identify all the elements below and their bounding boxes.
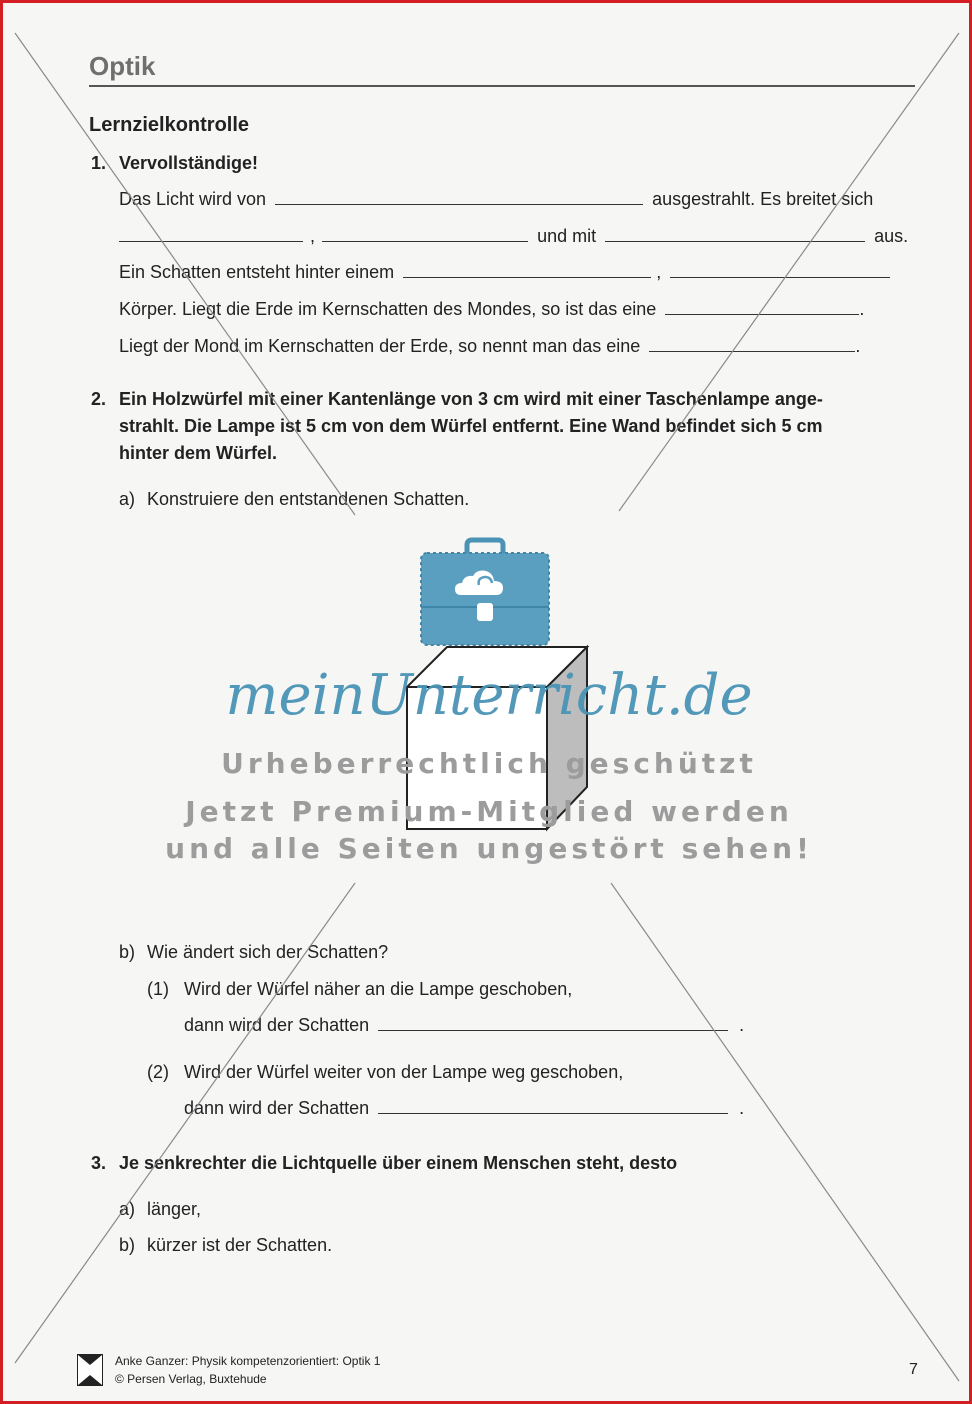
- blank-field[interactable]: [670, 262, 890, 278]
- task1-line1-end: ausgestrahlt. Es breitet sich: [652, 189, 874, 209]
- task1-line5: [119, 336, 860, 357]
- task2b2-cont: dann wird der Schatten: [184, 1098, 370, 1118]
- task1-line4-text: Körper. Liegt die Erde im Kernschatten des Mondes, so ist das eine: [119, 299, 657, 319]
- task1-line1: [119, 189, 873, 210]
- task3-title: Je senkrechter die Lichtquelle über einem Menschen steht, desto: [119, 1153, 678, 1173]
- task2b1-label: (1): [147, 979, 169, 999]
- task1-line5-text: Liegt der Mond im Kernschatten der Erde, so nennt man das eine: [119, 336, 641, 356]
- publisher-logo: [77, 1354, 103, 1386]
- briefcase-cloud-icon: [415, 537, 555, 651]
- und-mit-text: und mit: [537, 226, 597, 246]
- task3-number: 3.: [91, 1153, 107, 1173]
- blank-field[interactable]: [605, 226, 865, 242]
- task3b-text: kürzer ist der Schatten.: [147, 1235, 333, 1255]
- header-divider: [89, 85, 915, 87]
- task1-line3-text: Ein Schatten entsteht hinter einem: [119, 262, 395, 282]
- task2b1-cont: dann wird der Schatten: [184, 1015, 370, 1035]
- task1-line1-start: Das Licht wird von: [119, 189, 267, 209]
- task2b2-answer-line: [184, 1098, 744, 1119]
- period: .: [859, 299, 865, 319]
- task3a-text: länger,: [147, 1199, 202, 1219]
- task2b-text: Wie ändert sich der Schatten?: [147, 942, 389, 962]
- blank-field[interactable]: [649, 336, 855, 352]
- period: .: [739, 1015, 745, 1035]
- footer-publisher: © Persen Verlag, Buxtehude: [115, 1372, 267, 1386]
- watermark-copyright: Urheberrechtlich geschützt: [221, 747, 757, 780]
- task2b2-label: (2): [147, 1062, 169, 1082]
- watermark-premium: Jetzt Premium-Mitglied werden: [185, 795, 793, 828]
- header-title: Optik: [89, 51, 156, 81]
- task2b1-text: Wird der Würfel näher an die Lampe geschoben,: [184, 979, 573, 999]
- page-number: 7: [909, 1361, 918, 1378]
- task1-title: Vervollständige!: [119, 153, 259, 173]
- blank-field[interactable]: [322, 226, 528, 242]
- blank-field[interactable]: [403, 262, 651, 278]
- comma: ,: [310, 226, 316, 246]
- period: .: [739, 1098, 745, 1118]
- task2a-text: Konstruiere den entstandenen Schatten.: [147, 489, 470, 509]
- task1-line3: [119, 262, 890, 283]
- task2-line3: hinter dem Würfel.: [119, 443, 278, 463]
- task1-number: 1.: [91, 153, 107, 173]
- task3b-label: b): [119, 1235, 136, 1255]
- task2-number: 2.: [91, 389, 107, 409]
- task2-line1: Ein Holzwürfel mit einer Kantenlänge von 3 cm wird mit einer Taschenlampe ange-: [119, 389, 823, 409]
- task2b1-answer-line: [184, 1015, 744, 1036]
- task2b2-text: Wird der Würfel weiter von der Lampe weg geschoben,: [184, 1062, 624, 1082]
- task2-line2: strahlt. Die Lampe ist 5 cm von dem Würfel entfernt. Eine Wand befindet sich 5 cm: [119, 416, 823, 436]
- watermark-cta: und alle Seiten ungestört sehen!: [165, 832, 813, 865]
- section-title: Lernzielkontrolle: [89, 114, 250, 136]
- publisher-logo-mark: [78, 1355, 102, 1385]
- aus-text: aus.: [874, 226, 909, 246]
- task1-line4: [119, 299, 864, 320]
- task3a-label: a): [119, 1199, 136, 1219]
- footer-author: Anke Ganzer: Physik kompetenzorientiert: Optik 1: [115, 1354, 381, 1368]
- blank-field[interactable]: [119, 226, 303, 242]
- task2b-label: b): [119, 942, 136, 962]
- task2a-label: a): [119, 489, 136, 509]
- blank-field[interactable]: [275, 189, 643, 205]
- blank-field[interactable]: [665, 299, 859, 315]
- blank-field[interactable]: [378, 1015, 728, 1031]
- period: .: [855, 336, 861, 356]
- watermark-brand: meinUnterricht.de: [225, 663, 753, 728]
- blank-field[interactable]: [378, 1098, 728, 1114]
- comma: ,: [656, 262, 662, 282]
- task1-line2: [119, 226, 908, 247]
